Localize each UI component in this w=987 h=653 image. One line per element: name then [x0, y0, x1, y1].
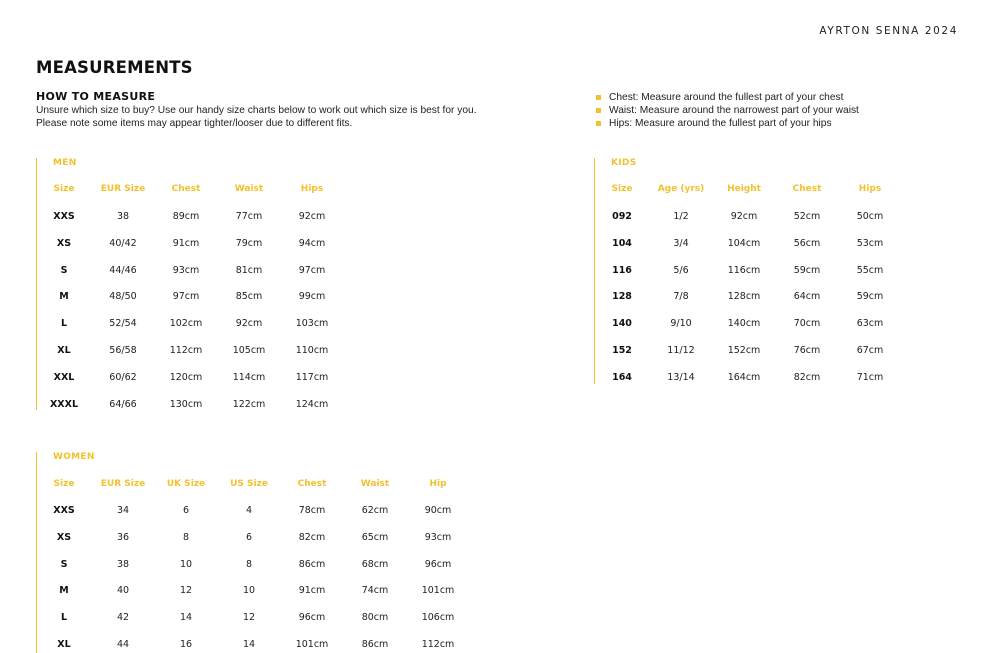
women-table-cell: 112cm: [421, 639, 455, 650]
kids-table-cell: 92cm: [730, 211, 758, 222]
men-table-cell: 60/62: [109, 371, 137, 383]
men-table-cell: 103cm: [295, 318, 329, 330]
women-row-size: XL: [57, 639, 71, 650]
women-table-cell: 8: [182, 531, 190, 543]
kids-table-title: KIDS: [611, 158, 637, 168]
women-table-cell: 36: [116, 531, 130, 543]
women-table-cell: 10: [179, 558, 193, 570]
women-table-cell: 12: [242, 612, 256, 624]
men-table-cell: 93cm: [172, 264, 200, 276]
men-table-title: MEN: [53, 158, 77, 168]
men-table-cell: 120cm: [169, 371, 203, 383]
women-size-table: [36, 452, 477, 653]
men-table-cell: 89cm: [172, 211, 200, 222]
women-table-cell: 44: [116, 639, 130, 650]
women-row-size: XXS: [53, 505, 75, 516]
kids-table-cell: 76cm: [793, 345, 821, 356]
men-row-size: XL: [57, 345, 71, 356]
men-table-cell: 77cm: [235, 211, 263, 222]
women-table-cell: 8: [245, 558, 253, 570]
measure-tips-list: [596, 91, 859, 130]
kids-table-cell: 50cm: [856, 211, 884, 222]
men-table-cell: 112cm: [169, 345, 203, 356]
kids-table-cell: 116cm: [727, 264, 761, 276]
women-table-cell: 68cm: [361, 558, 389, 570]
kids-table-cell: 67cm: [856, 345, 884, 356]
women-table-cell: 86cm: [361, 639, 389, 650]
kids-row-size: 164: [612, 371, 632, 383]
square-bullet-icon: [596, 108, 601, 113]
men-table-cell: 92cm: [235, 318, 263, 330]
men-table-cell: 64/66: [109, 398, 137, 410]
women-table-cell: 90cm: [424, 505, 452, 516]
women-table-cell: 38: [116, 558, 130, 570]
women-table-cell: 12: [179, 585, 193, 597]
men-row-size: S: [60, 264, 68, 276]
men-row-size: XXL: [53, 371, 75, 383]
men-table-cell: 92cm: [298, 211, 326, 222]
kids-table-cell: 9/10: [670, 318, 692, 330]
men-row-size: XXS: [53, 211, 75, 222]
women-table-cell: 91cm: [298, 585, 326, 597]
women-table-cell: 96cm: [424, 558, 452, 570]
women-column-header: Chest: [297, 479, 327, 489]
men-table-cell: 91cm: [172, 237, 200, 249]
intro-text: [36, 104, 477, 130]
women-table-cell: 6: [182, 505, 190, 516]
kids-table-cell: 59cm: [856, 291, 884, 303]
men-table-cell: 102cm: [169, 318, 203, 330]
kids-table-cell: 82cm: [793, 371, 821, 383]
kids-table-cell: 55cm: [856, 264, 884, 276]
kids-size-table: [594, 158, 895, 384]
intro-line-1: Unsure which size to buy? Use our handy size charts below to work out which size is best for you.: [36, 105, 477, 116]
women-row-size: S: [60, 558, 68, 570]
kids-column-header: Age (yrs): [657, 184, 705, 194]
men-column-header: Chest: [171, 184, 201, 194]
kids-row-size: 116: [612, 264, 632, 276]
women-table-cell: 101cm: [295, 639, 329, 650]
women-table-cell: 34: [116, 505, 130, 516]
kids-table-cell: 3/4: [673, 237, 689, 249]
women-table-cell: 93cm: [424, 531, 452, 543]
kids-column-header: Size: [611, 184, 633, 194]
kids-table-cell: 59cm: [793, 264, 821, 276]
women-column-header: Size: [53, 479, 75, 489]
kids-table-cell: 1/2: [673, 211, 689, 222]
kids-table-cell: 63cm: [856, 318, 884, 330]
kids-row-size: 152: [612, 345, 632, 356]
men-table-cell: 117cm: [295, 371, 329, 383]
tip-waist: Waist: Measure around the narrowest part of your waist: [596, 104, 859, 117]
how-to-measure-heading: HOW TO MEASURE: [36, 90, 156, 103]
men-column-header: Size: [53, 184, 75, 194]
men-row-size: M: [59, 291, 69, 303]
kids-table-cell: 53cm: [856, 237, 884, 249]
men-column-header: EUR Size: [100, 184, 146, 194]
square-bullet-icon: [596, 121, 601, 126]
women-table-cell: 86cm: [298, 558, 326, 570]
women-table-cell: 96cm: [298, 612, 326, 624]
women-column-header: Hip: [429, 479, 447, 489]
women-table-cell: 42: [116, 612, 130, 624]
women-table-cell: 82cm: [298, 531, 326, 543]
kids-row-size: 128: [612, 291, 632, 303]
men-table-cell: 97cm: [172, 291, 200, 303]
kids-table-cell: 64cm: [793, 291, 821, 303]
men-table-cell: 48/50: [109, 291, 137, 303]
women-table-cell: 4: [245, 505, 253, 516]
men-table-cell: 38: [116, 211, 130, 222]
kids-column-header: Chest: [792, 184, 822, 194]
men-table-cell: 114cm: [232, 371, 266, 383]
women-column-header: EUR Size: [100, 479, 146, 489]
kids-table-cell: 164cm: [727, 371, 761, 383]
men-table-cell: 40/42: [109, 237, 137, 249]
men-table-cell: 110cm: [295, 345, 329, 356]
intro-line-2: Please note some items may appear tighter/looser due to different fits.: [36, 118, 353, 129]
women-table-cell: 16: [179, 639, 193, 650]
kids-row-size: 092: [612, 211, 632, 222]
men-table-cell: 130cm: [169, 398, 203, 410]
kids-table-cell: 52cm: [793, 211, 821, 222]
kids-row-size: 104: [612, 237, 632, 249]
women-table-cell: 6: [245, 531, 253, 543]
kids-column-header: Height: [727, 184, 761, 194]
women-table-cell: 78cm: [298, 505, 326, 516]
kids-table-cell: 11/12: [667, 345, 695, 356]
women-row-size: M: [59, 585, 69, 597]
men-table-cell: 124cm: [295, 398, 329, 410]
men-row-size: XS: [56, 237, 72, 249]
kids-table-cell: 128cm: [727, 291, 761, 303]
women-table-cell: 80cm: [361, 612, 389, 624]
women-table-cell: 14: [179, 612, 193, 624]
tip-hips: Hips: Measure around the fullest part of your hips: [596, 117, 859, 130]
men-table-cell: 122cm: [232, 398, 266, 410]
women-table-cell: 101cm: [421, 585, 455, 597]
kids-column-header: Hips: [858, 184, 882, 194]
men-row-size: XXXL: [49, 398, 79, 410]
kids-table-cell: 71cm: [856, 371, 884, 383]
men-size-table: [36, 158, 337, 410]
women-row-size: XS: [56, 531, 72, 543]
kids-table-cell: 152cm: [727, 345, 761, 356]
kids-table-cell: 7/8: [673, 291, 689, 303]
men-table-cell: 85cm: [235, 291, 263, 303]
women-column-header: US Size: [230, 479, 268, 489]
men-column-header: Waist: [234, 184, 264, 194]
kids-table-cell: 56cm: [793, 237, 821, 249]
women-row-size: L: [60, 612, 68, 624]
women-table-cell: 10: [242, 585, 256, 597]
men-table-cell: 97cm: [298, 264, 326, 276]
kids-table-cell: 5/6: [673, 264, 689, 276]
kids-row-size: 140: [612, 318, 632, 330]
page-title: MEASUREMENTS: [36, 58, 193, 77]
men-table-cell: 52/54: [109, 318, 137, 330]
men-table-cell: 44/46: [109, 264, 137, 276]
kids-table-cell: 13/14: [667, 371, 695, 383]
brand-label: AYRTON SENNA 2024: [819, 25, 958, 37]
kids-table-cell: 140cm: [727, 318, 761, 330]
women-table-cell: 106cm: [421, 612, 455, 624]
women-table-cell: 14: [242, 639, 256, 650]
women-column-header: Waist: [360, 479, 390, 489]
men-table-cell: 56/58: [109, 345, 137, 356]
women-table-cell: 65cm: [361, 531, 389, 543]
men-table-cell: 79cm: [235, 237, 263, 249]
kids-table-cell: 104cm: [727, 237, 761, 249]
men-table-cell: 99cm: [298, 291, 326, 303]
women-table-cell: 62cm: [361, 505, 389, 516]
men-column-header: Hips: [300, 184, 324, 194]
kids-table-cell: 70cm: [793, 318, 821, 330]
tip-chest: Chest: Measure around the fullest part of your chest: [596, 91, 859, 104]
women-table-cell: 40: [116, 585, 130, 597]
square-bullet-icon: [596, 95, 601, 100]
men-table-cell: 94cm: [298, 237, 326, 249]
men-row-size: L: [60, 318, 68, 330]
men-table-cell: 105cm: [232, 345, 266, 356]
men-table-cell: 81cm: [235, 264, 263, 276]
women-table-cell: 74cm: [361, 585, 389, 597]
women-table-title: WOMEN: [53, 452, 95, 462]
women-column-header: UK Size: [166, 479, 206, 489]
